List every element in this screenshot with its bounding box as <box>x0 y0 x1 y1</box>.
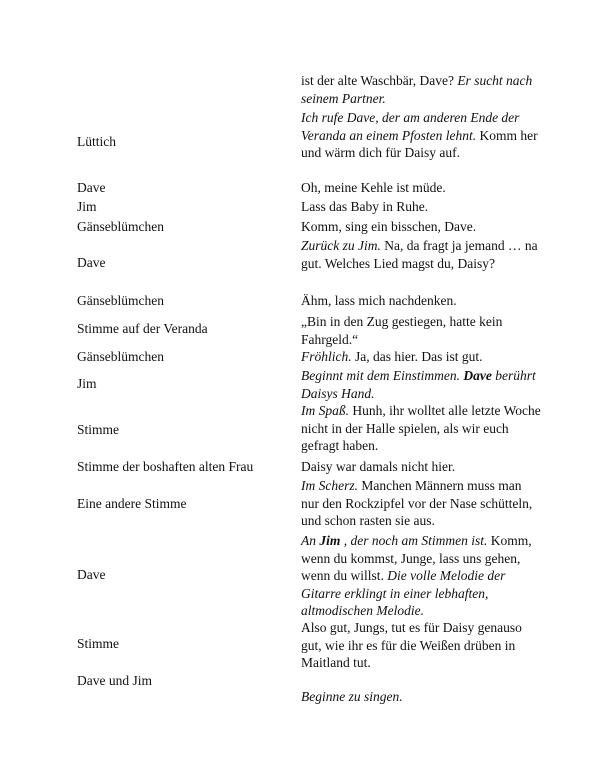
dialogue-text: Komm, sing ein bisschen, Dave. <box>301 219 477 234</box>
dialogue-line <box>301 198 541 216</box>
stage-direction: Beginne zu singen. <box>301 689 403 704</box>
dialogue-line <box>301 313 541 348</box>
speaker-name: Gänseblümchen <box>77 219 164 234</box>
speaker-name: Stimme <box>77 636 120 651</box>
speaker-name: Jim <box>77 199 97 214</box>
speaker-name: Dave und Jim <box>77 673 152 688</box>
speaker-name: Dave <box>77 255 106 270</box>
speaker-name: Jim <box>77 376 97 391</box>
stage-direction: Zurück zu Jim. <box>301 238 381 253</box>
dialogue-text: Hunh, ihr wolltet alle letzte Woche nicht in der Halle spielen, als wir euch gefragt haben. <box>301 403 541 453</box>
dialogue-line <box>301 688 541 706</box>
dialogue-line <box>301 218 541 236</box>
dialogue-line <box>301 237 541 272</box>
dialogue-line <box>301 348 541 366</box>
dialogue-text: Komm her und wärm dich für Daisy auf. <box>301 127 538 160</box>
dialogue-text: Ähm, lass mich nachdenken. <box>301 293 457 308</box>
dialogue-line <box>301 532 541 620</box>
stage-direction: An <box>301 533 320 548</box>
dialogue-text: Daisy war damals nicht hier. <box>301 459 456 474</box>
dialogue-line <box>301 292 541 310</box>
dialogue-line <box>301 109 541 162</box>
dialogue-text: Ja, das hier. Das ist gut. <box>351 349 483 364</box>
dialogue-line <box>301 367 541 402</box>
stage-direction: Er sucht nach seinem Partner. <box>301 73 533 106</box>
dialogue-line <box>301 458 541 476</box>
dialogue-text: Manchen Männern muss man nur den Rockzipfel vor der Nase schütteln, und schon rasten sie aus. <box>301 478 533 528</box>
speaker-name: Stimme der boshaften alten Frau <box>77 459 254 474</box>
dialogue-line <box>301 477 541 530</box>
speaker-name: Lüttich <box>77 134 116 149</box>
stage-direction: Fröhlich. <box>301 349 352 364</box>
stage-direction: berührt Daisys Hand. <box>301 368 536 401</box>
dialogue-text: Also gut, Jungs, tut es für Daisy genauso gut, wie ihr es für die Weißen drüben in Maitland tut. <box>301 620 522 670</box>
speaker-name: Dave <box>77 180 106 195</box>
speaker-name: Gänseblümchen <box>77 293 164 308</box>
speaker-name: Gänseblümchen <box>77 349 164 364</box>
stage-direction: Im Scherz. <box>301 478 358 493</box>
dialogue-text: „Bin in den Zug gestiegen, hatte kein Fahrgeld.“ <box>301 314 503 347</box>
dialogue-line <box>301 619 541 672</box>
speaker-name: Eine andere Stimme <box>77 496 187 511</box>
dialogue-text: Komm, wenn du kommst, Junge, lass uns gehen, wenn du willst. <box>301 533 532 583</box>
dialogue-line <box>301 72 541 107</box>
dialogue-text: Lass das Baby in Ruhe. <box>301 199 429 214</box>
stage-direction: Die volle Melodie der Gitarre erklingt in einer lebhaften, altmodischen Melodie. <box>301 568 506 618</box>
stage-direction: Beginnt mit dem Einstimmen. <box>301 368 464 383</box>
stage-direction: Jim <box>319 533 341 548</box>
dialogue-text: Na, da fragt ja jemand … na gut. Welches Lied magst du, Daisy? <box>301 238 538 271</box>
stage-direction: , der noch am Stimmen ist. <box>340 533 488 548</box>
dialogue-text: ist der alte Waschbär, Dave? <box>301 73 458 88</box>
dialogue-text: Oh, meine Kehle ist müde. <box>301 180 446 195</box>
speaker-name: Stimme auf der Veranda <box>77 321 208 336</box>
dialogue-line <box>301 402 541 455</box>
speaker-name: Stimme <box>77 422 120 437</box>
stage-direction: Dave <box>463 368 492 383</box>
dialogue-line <box>301 179 541 197</box>
speaker-name: Dave <box>77 567 106 582</box>
stage-direction: Im Spaß. <box>301 403 349 418</box>
stage-direction: Ich rufe Dave, der am anderen Ende der Veranda an einem Pfosten lehnt. <box>301 110 520 143</box>
